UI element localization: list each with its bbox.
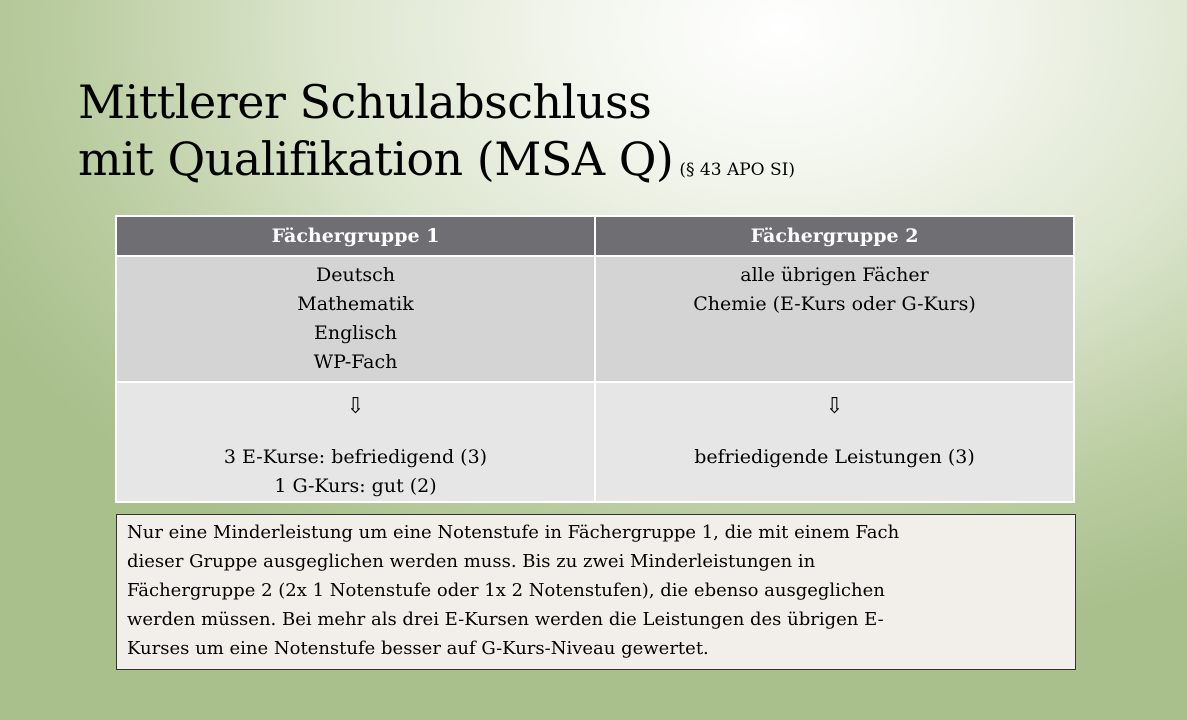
cell-subjects-group-2 bbox=[595, 256, 1074, 382]
subject-math: Mathematik bbox=[297, 293, 414, 315]
requirement-g-course: 1 G-Kurs: gut (2) bbox=[274, 475, 437, 497]
title-legal-reference: (§ 43 APO SI) bbox=[679, 160, 795, 180]
header-subject-group-1: Fächergruppe 1 bbox=[116, 216, 595, 256]
arrow-down-icon: ⇩ bbox=[825, 394, 844, 419]
cell-requirements-group-2 bbox=[595, 382, 1074, 502]
arrow-down-icon: ⇩ bbox=[346, 394, 365, 419]
title-line-1: Mittlerer Schulabschluss bbox=[78, 75, 652, 129]
cell-subjects-group-1 bbox=[116, 256, 595, 382]
subject-all-other: alle übrigen Fächer bbox=[740, 264, 929, 286]
header-subject-group-2: Fächergruppe 2 bbox=[595, 216, 1074, 256]
note-line: Nur eine Minderleistung um eine Notenstufe in Fächergruppe 1, die mit einem Fach bbox=[127, 522, 900, 543]
slide-title bbox=[78, 74, 795, 199]
note-line: werden müssen. Bei mehr als drei E-Kursen werden die Leistungen des übrigen E- bbox=[127, 609, 884, 630]
requirement-satisfactory: befriedigende Leistungen (3) bbox=[694, 446, 975, 468]
title-line-2 bbox=[78, 131, 795, 199]
cell-requirements-group-1 bbox=[116, 382, 595, 502]
table-row-requirements bbox=[116, 382, 1074, 502]
subject-english: Englisch bbox=[313, 322, 398, 344]
subject-group-table bbox=[115, 215, 1075, 503]
title-line-2-text: mit Qualifikation (MSA Q) bbox=[78, 132, 674, 186]
note-line: Kurses um eine Notenstufe besser auf G-Kurs-Niveau gewertet. bbox=[127, 638, 709, 659]
note-line: Fächergruppe 2 (2x 1 Notenstufe oder 1x 2 Notenstufen), die ebenso ausgeglichen bbox=[127, 580, 885, 601]
note-box bbox=[116, 514, 1076, 670]
table-row-subjects bbox=[116, 256, 1074, 382]
note-line: dieser Gruppe ausgeglichen werden muss. Bis zu zwei Minderleistungen in bbox=[127, 551, 816, 572]
subject-chemistry: Chemie (E-Kurs oder G-Kurs) bbox=[693, 293, 976, 315]
requirement-e-courses: 3 E-Kurse: befriedigend (3) bbox=[223, 446, 488, 468]
subject-german: Deutsch bbox=[316, 264, 395, 286]
subject-wp: WP-Fach bbox=[313, 351, 398, 373]
table-header-row bbox=[116, 216, 1074, 256]
